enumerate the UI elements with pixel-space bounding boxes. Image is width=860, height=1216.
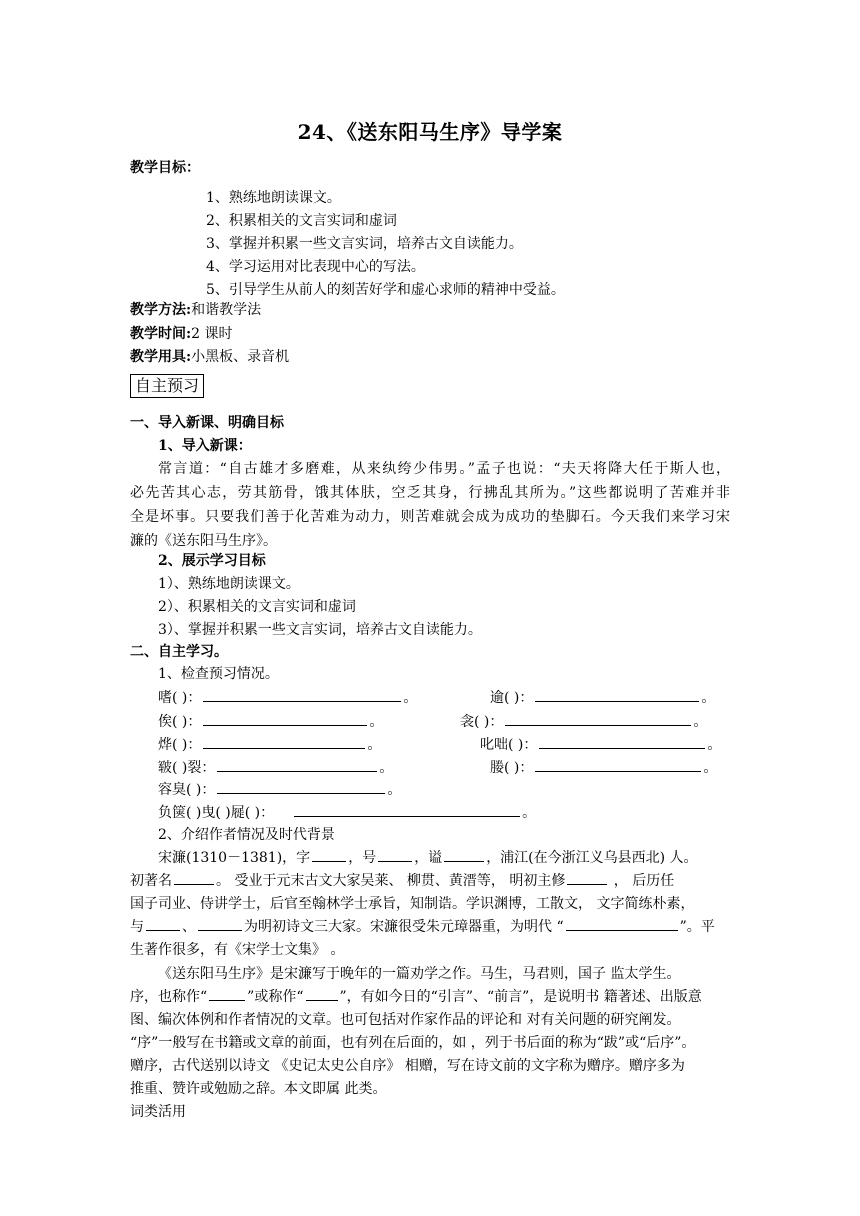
meta-value: 和谐教学法 xyxy=(191,302,262,318)
xu-line xyxy=(130,985,702,1009)
answer-blank[interactable] xyxy=(535,757,701,772)
text: 。 受业于元末古文大家吴莱、 柳贯、黄溍等， 明初主修 xyxy=(216,873,566,889)
word-label: 容臭( )： xyxy=(158,782,216,798)
text: ”或称作“ xyxy=(247,989,304,1005)
word-item xyxy=(158,686,417,710)
word-label: 烨( )： xyxy=(158,737,202,753)
answer-blank[interactable] xyxy=(294,802,520,817)
xu-line: 图、编次体例和作者情况的文章。也可包括对作家作品的评论和 对有关问题的研究阐发。 xyxy=(130,1012,681,1028)
text: 、 xyxy=(182,919,196,935)
answer-blank[interactable] xyxy=(203,734,365,749)
punct: 。 xyxy=(522,805,537,821)
blank-hao[interactable] xyxy=(378,847,412,862)
answer-blank[interactable] xyxy=(535,687,699,702)
sub-heading: 1、检查预习情况。 xyxy=(158,666,279,682)
punct: 。 xyxy=(369,714,384,730)
goal-item: 5、引导学生从前人的刻苦好学和虚心求师的精神中受益。 xyxy=(206,282,565,298)
blank-shi[interactable] xyxy=(444,847,484,862)
word-item xyxy=(158,710,383,734)
goal-item: 2、积累相关的文言实词和虚词 xyxy=(206,213,397,229)
word-label: 皲( )裂： xyxy=(158,760,216,776)
section-tail: 词类活用 xyxy=(130,1104,186,1120)
word-item xyxy=(158,801,536,825)
meta-tools xyxy=(130,345,289,369)
meta-value: 小黑板、录音机 xyxy=(191,349,290,365)
blank-poet1[interactable] xyxy=(146,916,180,931)
answer-blank[interactable] xyxy=(505,711,691,726)
text: 初著名 xyxy=(130,873,172,889)
word-label: 俟( )： xyxy=(158,714,202,730)
bio-line: 生著作很多，有《宋学士文集》 。 xyxy=(130,942,345,958)
word-label: 叱咄( )： xyxy=(480,737,538,753)
bio-line xyxy=(130,915,715,939)
word-label: 逾( )： xyxy=(490,690,534,706)
xu-line: “序”一般写在书籍或文章的前面，也有列在后面的，如 ，列于书后面的称为“跋”或“后序”。 xyxy=(130,1035,696,1051)
blank-title[interactable] xyxy=(566,916,678,931)
xu-line: 《送东阳马生序》是宋濂写于晚年的一篇劝学之作。马生，马君则，国子 监太学生。 xyxy=(158,966,681,982)
meta-method xyxy=(130,298,261,322)
punct: 。 xyxy=(703,760,718,776)
para-line: 全是坏事。只要我们善于化苦难为动力，则苦难就会成为成功的垫脚石。今天我们来学习宋 xyxy=(130,509,730,525)
text: 宋濂(1310－1381)，字 xyxy=(158,850,311,866)
text: ”。平 xyxy=(679,919,715,935)
word-item xyxy=(480,733,721,757)
punct: 。 xyxy=(387,782,402,798)
bio-line: 国子司业、侍讲学士，后官至翰林学士承旨，知制诰。学识渊博，工散文， 文字简练朴素， xyxy=(130,896,695,912)
blank-xu1[interactable] xyxy=(209,986,245,1001)
punct: 。 xyxy=(367,737,382,753)
text: ，号 xyxy=(348,850,377,866)
text: 与 xyxy=(130,919,144,935)
word-label: 衾( )： xyxy=(460,714,504,730)
blank-poet2[interactable] xyxy=(198,916,242,931)
blank-fame[interactable] xyxy=(174,870,214,885)
word-item xyxy=(460,710,707,734)
text: ，浦江(在今浙江义乌县西北) 人。 xyxy=(486,850,698,866)
text: 序，也称作“ xyxy=(130,989,208,1005)
answer-blank[interactable] xyxy=(217,757,377,772)
page-title: 24、《送东阳马生序》导学案 xyxy=(297,120,563,144)
meta-label: 教学方法: xyxy=(130,302,192,318)
word-item xyxy=(158,778,401,802)
target-item: 1）、熟练地朗读课文。 xyxy=(158,576,300,592)
blank-book[interactable] xyxy=(567,870,607,885)
xu-line: 推重、赞许或勉励之辞。本文即属 此类。 xyxy=(130,1081,387,1097)
text: 为明初诗文三大家。宋濂很受朱元璋器重，为明代 “ xyxy=(244,919,564,935)
text: ”，有如今日的“引言”、“前言”，是说明书 籍著述、出版意 xyxy=(339,989,702,1005)
blank-zi[interactable] xyxy=(312,847,346,862)
punct: 。 xyxy=(693,714,708,730)
goal-item: 3、掌握并积累一些文言实词，培养古文自读能力。 xyxy=(206,236,523,252)
text: ，谥 xyxy=(414,850,443,866)
bio-line xyxy=(158,846,698,870)
para-line: 常言道：“自古雄才多磨难，从来纨绔少伟男。”孟子也说：“夫天将降大任于斯人也， xyxy=(158,461,730,477)
intro-paragraph xyxy=(130,457,730,529)
answer-blank[interactable] xyxy=(203,711,367,726)
word-item xyxy=(158,756,393,780)
word-item xyxy=(158,733,381,757)
word-label: 嗜( )： xyxy=(158,690,202,706)
xu-line: 赠序，古代送别以诗文 《史记太史公自序》 相赠，写在诗文前的文字称为赠序。赠序多为 xyxy=(130,1058,685,1074)
word-label: 负箧( )曳( )屣( )： xyxy=(158,805,275,821)
punct: 。 xyxy=(701,690,716,706)
goals-label: 教学目标： xyxy=(130,160,200,176)
answer-blank[interactable] xyxy=(203,687,401,702)
text: ， 后历任 xyxy=(609,873,675,889)
sub-heading: 1、导入新课： xyxy=(158,438,252,454)
answer-blank[interactable] xyxy=(217,779,385,794)
blank-xu2[interactable] xyxy=(306,986,338,1001)
target-item: 2）、积累相关的文言实词和虚词 xyxy=(158,599,356,615)
section-box: 自主预习 xyxy=(130,374,204,398)
para-line: 必先苦其心志，劳其筋骨，饿其体肤，空乏其身，行拂乱其所为。”这些都说明了苦难并非 xyxy=(130,485,730,501)
punct: 。 xyxy=(403,690,418,706)
meta-label: 教学时间: xyxy=(130,326,192,342)
section-heading: 二、自主学习。 xyxy=(130,644,228,660)
target-item: 3）、掌握并积累一些文言实词，培养古文自读能力。 xyxy=(158,622,482,638)
sub-heading: 2、展示学习目标 xyxy=(158,553,266,569)
meta-time xyxy=(130,322,233,346)
meta-label: 教学用具: xyxy=(130,349,192,365)
bio-line xyxy=(130,869,674,893)
word-item xyxy=(490,756,717,780)
sub-heading: 2、介绍作者情况及时代背景 xyxy=(158,827,335,843)
para-line: 濂的《送东阳马生序》。 xyxy=(130,533,277,549)
section-heading: 一、导入新课、明确目标 xyxy=(130,415,284,431)
word-item xyxy=(490,686,715,710)
punct: 。 xyxy=(379,760,394,776)
answer-blank[interactable] xyxy=(539,734,705,749)
goal-item: 1、熟练地朗读课文。 xyxy=(206,190,341,206)
meta-value: 2 课时 xyxy=(191,326,233,342)
punct: 。 xyxy=(707,737,722,753)
goal-item: 4、学习运用对比表现中心的写法。 xyxy=(206,259,425,275)
word-label: 媵( )： xyxy=(490,760,534,776)
